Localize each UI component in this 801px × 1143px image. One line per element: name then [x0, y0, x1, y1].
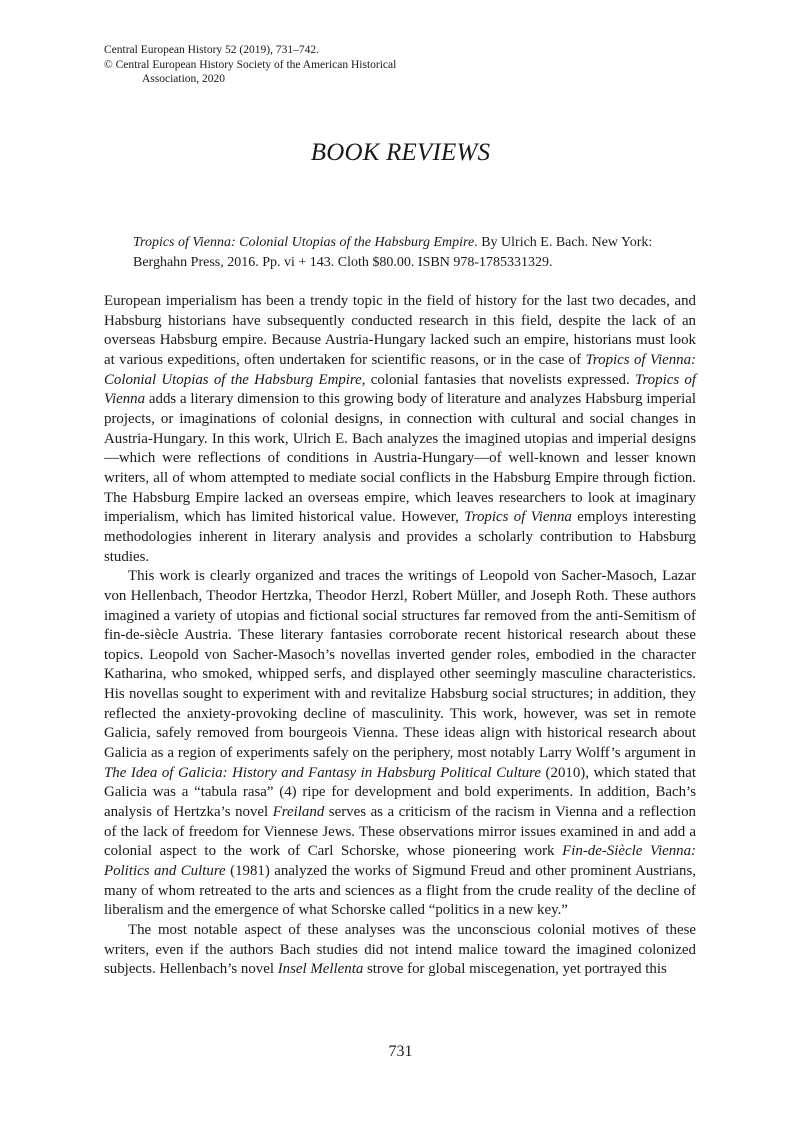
text: strove for global miscegenation, yet portrayed this — [363, 961, 667, 978]
section-title: BOOK REVIEWS — [310, 139, 491, 166]
italic-title: The Idea of Galicia: History and Fantasy in Habsburg Political Culture — [104, 764, 542, 781]
copyright-line-continued: Association, 2020 — [142, 73, 226, 85]
text: employs interesting methodologies inherent in literary analysis and provides a scholarly contribution to Habsburg studies. — [104, 509, 697, 565]
paragraph-2 — [104, 567, 696, 921]
review-body — [104, 292, 696, 980]
italic-title: Tropics of Vienna — [104, 371, 696, 408]
italic-title: Tropics of Vienna: Colonial Utopias of the Habsburg Empire — [104, 351, 696, 388]
italic-title: Tropics of Vienna — [464, 509, 572, 526]
text: (2010), which stated that Galicia was a “tabula rasa” (4) ripe for development and bold experiments. In addition, Bach’s analysis of Hertzka’s novel — [104, 764, 696, 821]
book-citation — [133, 233, 693, 273]
book-details: . By Ulrich E. Bach. New York: Berghahn Press, 2016. Pp. vi + 143. Cloth $80.00. ISBN 978-1785331329. — [133, 235, 653, 270]
text: adds a literary dimension to this growing body of literature and analyzes Habsburg imperial projects, or imaginations of colonial designs, in connection with cultural and social changes in Austria-Hungary. In this work, Ulrich E. Bach analyzes the imagined utopias and imperial designs—which were reflections of conditions in Austria-Hungary—of well-known and lesser known writers, all of whom attempted to mediate social conflicts in the Habsburg Empire through fiction. The Habsburg Empire lacked an overseas empire, which leaves researchers to look at imaginary imperialism, which has limited historical value. However, — [104, 391, 696, 526]
text: European imperialism has been a trendy topic in the field of history for the last two decades, and Habsburg historians have subsequently conducted research in this field, despite the lack of an overseas Habsburg empire. Because Austria-Hungary lacked such an empire, historians must look at various expeditions, often undertaken for scientific reasons, or in the case of — [104, 293, 696, 368]
book-title: Tropics of Vienna: Colonial Utopias of the Habsburg Empire — [133, 235, 475, 250]
text: serves as a criticism of the racism in Vienna and a reflection of the lack of freedom for Viennese Jews. These observations mirror issues examined in and add a colonial aspect to the work of Carl Schorske, whose pioneering work — [104, 804, 696, 860]
italic-title: Insel Mellenta — [277, 961, 364, 978]
page-number: 731 — [388, 1043, 413, 1060]
text: The most notable aspect of these analyses was the unconscious colonial motives of these writers, even if the authors Bach studies did not intend malice toward the imagined colonized subjects. Hellenbach’s novel — [104, 922, 696, 978]
journal-citation-line: Central European History 52 (2019), 731–742. — [104, 44, 319, 56]
journal-header — [104, 43, 396, 87]
italic-title: Fin-de-Siècle Vienna: Politics and Culture — [104, 843, 696, 880]
text: This work is clearly organized and traces the writings of Leopold von Sacher-Masoch, Lazar von Hellenbach, Theodor Hertzka, Theodor Herzl, Robert Müller, and Joseph Roth. These authors imagined a variety of utopias and fictional social structures far removed from the anti-Semitism of fin-de-siècle Austria. These literary fantasies corroborate recent historical research about these topics. Leopold von Sacher-Masoch’s novellas inverted gender roles, embodied in the character Katharina, who smoked, whipped serfs, and displayed other seemingly masculine characteristics. His novellas sought to experiment with and revitalize Habsburg social structures; in addition, they reflected the anxiety-provoking decline of masculinity. This work, however, was set in remote Galicia, safely removed from bourgeois Vienna. These ideas align with historical research about Galicia as a region of experiments safely on the periphery, most notably Larry Wolff’s argument in — [104, 568, 696, 762]
text: (1981) analyzed the works of Sigmund Freud and other prominent Austrians, many of whom retreated to the arts and sciences as a flight from the crude reality of the decline of liberalism and the emergence of what Schorske called “politics in a new key.” — [104, 863, 696, 919]
paragraph-3 — [104, 921, 696, 980]
italic-title: Freiland — [272, 804, 325, 821]
copyright-line: © Central European History Society of the American Historical — [104, 58, 397, 71]
paragraph-1 — [104, 292, 696, 567]
text: , colonial fantasies that novelists expressed. — [361, 371, 635, 388]
